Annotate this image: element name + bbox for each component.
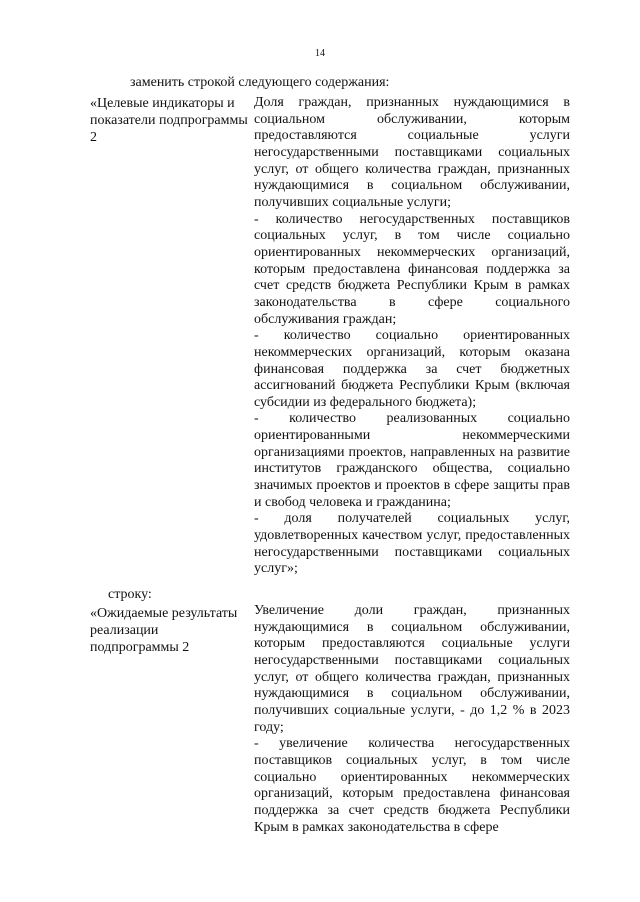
block2-text (254, 603, 570, 836)
block1-paragraph: - количество негосударственных поставщиков социальных услуг, в том числе социально ориентированных некоммерческих организаций, которым предоставлена финансовая поддержка за счет средств бюджета Республики Крым в рамках законодательства в сфере социального обслуживания граждан; (254, 211, 570, 327)
line-instruction: строку: (108, 587, 152, 602)
block1-paragraph: - количество социально ориентированных некоммерческих организаций, которым оказана финансовая поддержка за счет бюджетных ассигнований бюджета Республики Крым (включая субсидии из федерального бюджета); (254, 328, 570, 410)
block1-text (254, 95, 570, 578)
block2-label: «Ожидаемые результаты реализации подпрограммы 2 (90, 606, 238, 655)
block2-paragraph: - увеличение количества негосударственных поставщиков социальных услуг, в том числе социально ориентированных некоммерческих организаций, которым предоставлена финансовая поддержка за счет средств бюджета Республики Крым в рамках законодательства в сфере (254, 736, 570, 835)
page-number: 14 (315, 48, 325, 59)
block1-paragraph: - доля получателей социальных услуг, удовлетворенных качеством услуг, предоставленных негосударственными поставщиками социальных услуг»; (254, 511, 570, 577)
replace-instruction: заменить строкой следующего содержания: (130, 75, 390, 90)
block1-label: «Целевые индикаторы и показатели подпрограммы 2 (90, 96, 248, 145)
block1-paragraph: Доля граждан, признанных нуждающимися в социальном обслуживании, которым предоставляются социальные услуги негосударственными поставщиками социальных услуг, от общего количества граждан, признанных нуждающимися в социальном обслуживании, получивших социальные услуги; (254, 95, 570, 210)
block1-paragraph: - количество реализованных социально ориентированными некоммерческими организациями проектов, направленных на развитие институтов гражданского общества, социально значимых проектов и проектов в сфере защиты прав и свобод человека и гражданина; (254, 411, 570, 510)
block2-paragraph: Увеличение доли граждан, признанных нуждающимися в социальном обслуживании, которым предоставляются социальные услуги негосударственными поставщиками социальных услуг, от общего количества граждан, признанных нуждающимися в социальном обслуживании, получивших социальные услуги, - до 1,2 % в 2023 году; (254, 603, 570, 735)
